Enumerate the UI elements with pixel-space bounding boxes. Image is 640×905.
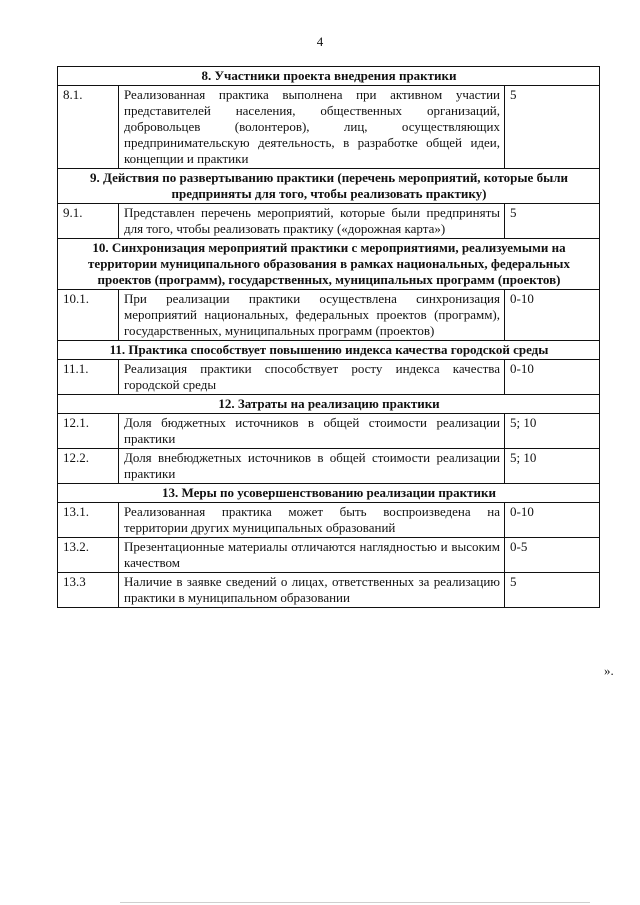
criterion-number: 8.1. bbox=[58, 86, 119, 169]
table-row bbox=[58, 360, 600, 395]
table-row bbox=[58, 86, 600, 169]
section-header-row bbox=[58, 169, 600, 204]
criterion-score: 5; 10 bbox=[505, 449, 600, 484]
criterion-text: Доля внебюджетных источников в общей стоимости реализации практики bbox=[119, 449, 505, 484]
section-header-row bbox=[58, 239, 600, 290]
section-header-row bbox=[58, 395, 600, 414]
table-row bbox=[58, 414, 600, 449]
criterion-text: Реализованная практика выполнена при активном участии представителей населения, общественных организаций, добровольцев (волонтеров), лиц, осуществляющих предпринимательскую деятельность, в разработке общей идеи, концепции и практики bbox=[119, 86, 505, 169]
section-header-row bbox=[58, 484, 600, 503]
criterion-text: Реализованная практика может быть воспроизведена на территории других муниципальных образований bbox=[119, 503, 505, 538]
criterion-number: 9.1. bbox=[58, 204, 119, 239]
section-title: 9. Действия по развертыванию практики (перечень мероприятий, которые были предприняты для того, чтобы реализовать практику) bbox=[58, 169, 600, 204]
criterion-score: 5 bbox=[505, 573, 600, 608]
section-header-row bbox=[58, 67, 600, 86]
section-header-row bbox=[58, 341, 600, 360]
criterion-score: 0-10 bbox=[505, 360, 600, 395]
table-row bbox=[58, 573, 600, 608]
page-number: 4 bbox=[316, 34, 324, 49]
criterion-text: Наличие в заявке сведений о лицах, ответственных за реализацию практики в муниципальном образовании bbox=[119, 573, 505, 608]
criterion-score: 0-5 bbox=[505, 538, 600, 573]
criterion-text: Представлен перечень мероприятий, которые были предприняты для того, чтобы реализовать практику («дорожная карта») bbox=[119, 204, 505, 239]
table-row bbox=[58, 503, 600, 538]
criteria-table bbox=[57, 66, 600, 608]
criterion-text: При реализации практики осуществлена синхронизация мероприятий национальных, федеральных проектов (программ), государственных, муниципальных программ (проектов) bbox=[119, 290, 505, 341]
criterion-score: 5 bbox=[505, 204, 600, 239]
criterion-score: 5 bbox=[505, 86, 600, 169]
criterion-text: Доля бюджетных источников в общей стоимости реализации практики bbox=[119, 414, 505, 449]
table-row bbox=[58, 538, 600, 573]
table-row bbox=[58, 449, 600, 484]
section-title: 11. Практика способствует повышению индекса качества городской среды bbox=[58, 341, 600, 360]
section-title: 13. Меры по усовершенствованию реализации практики bbox=[58, 484, 600, 503]
criterion-score: 0-10 bbox=[505, 290, 600, 341]
closing-quote: ». bbox=[604, 663, 614, 678]
table-row bbox=[58, 204, 600, 239]
criterion-number: 13.3 bbox=[58, 573, 119, 608]
table-row bbox=[58, 290, 600, 341]
criterion-number: 10.1. bbox=[58, 290, 119, 341]
criterion-number: 13.1. bbox=[58, 503, 119, 538]
criterion-number: 12.2. bbox=[58, 449, 119, 484]
criterion-number: 11.1. bbox=[58, 360, 119, 395]
criterion-score: 0-10 bbox=[505, 503, 600, 538]
section-title: 8. Участники проекта внедрения практики bbox=[58, 67, 600, 86]
criterion-number: 12.1. bbox=[58, 414, 119, 449]
scan-artifact-line bbox=[120, 902, 590, 903]
criterion-text: Презентационные материалы отличаются наглядностью и высоким качеством bbox=[119, 538, 505, 573]
criterion-text: Реализация практики способствует росту индекса качества городской среды bbox=[119, 360, 505, 395]
criterion-number: 13.2. bbox=[58, 538, 119, 573]
criterion-score: 5; 10 bbox=[505, 414, 600, 449]
section-title: 12. Затраты на реализацию практики bbox=[58, 395, 600, 414]
section-title: 10. Синхронизация мероприятий практики с мероприятиями, реализуемыми на территории муниципального образования в рамках национальных, федеральных проектов (программ), государственных, муниципальных программ (проектов) bbox=[58, 239, 600, 290]
